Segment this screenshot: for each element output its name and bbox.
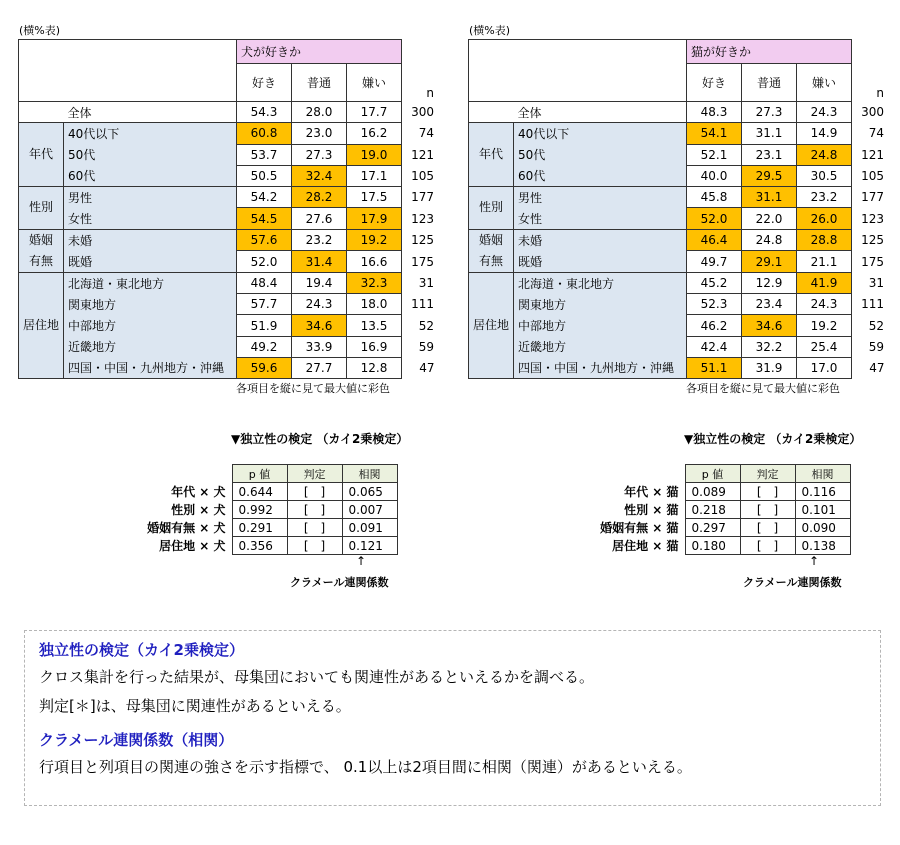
cat-crosstab <box>468 39 887 379</box>
test-column-header: 判定 <box>740 465 795 483</box>
p-value: 0.089 <box>685 483 740 501</box>
n-cell: 59 <box>418 339 435 354</box>
value-cell: 30.5 <box>797 165 852 186</box>
value-cell: 57.6 <box>237 229 292 251</box>
value-cell: 45.2 <box>687 272 742 293</box>
value-cell: 28.2 <box>292 187 347 208</box>
value-cell: 32.2 <box>742 336 797 357</box>
value-cell: 17.5 <box>347 187 402 208</box>
cramers-v: 0.101 <box>795 501 850 519</box>
column-header: 嫌い <box>797 64 852 102</box>
p-value: 0.992 <box>232 501 287 519</box>
test-row-label: 居住地 × 猫 <box>612 539 679 553</box>
group-label: 居住地 <box>469 272 514 378</box>
row-label: 40代以下 <box>64 123 237 144</box>
value-cell: 28.8 <box>797 229 852 251</box>
value-cell: 12.9 <box>742 272 797 293</box>
unit-label: (横%表) <box>469 24 511 37</box>
judgement: [ ] <box>740 519 795 537</box>
n-cell: 59 <box>868 339 885 354</box>
cat-crosstab-block <box>468 22 888 396</box>
group-label: 婚姻 有無 <box>469 229 514 272</box>
test-row-label: 婚姻有無 × 犬 <box>147 521 226 535</box>
value-cell: 23.2 <box>797 187 852 208</box>
blank <box>100 465 232 483</box>
n-cell: 105 <box>411 169 435 184</box>
value-cell: 31.1 <box>742 187 797 208</box>
test-column-header: 相関 <box>795 465 850 483</box>
value-cell: 34.6 <box>292 315 347 336</box>
p-value: 0.291 <box>232 519 287 537</box>
value-cell: 18.0 <box>347 294 402 315</box>
row-label: 40代以下 <box>514 123 687 144</box>
value-cell: 50.5 <box>237 165 292 186</box>
value-cell: 29.5 <box>742 165 797 186</box>
column-header: 普通 <box>742 64 797 102</box>
group-label: 性別 <box>19 187 64 230</box>
n-cell: 111 <box>411 297 435 312</box>
value-cell: 17.9 <box>347 208 402 229</box>
blank <box>402 40 437 64</box>
row-label: 北海道・東北地方 <box>514 272 687 293</box>
value-cell: 46.2 <box>687 315 742 336</box>
p-value: 0.180 <box>685 537 740 555</box>
row-label: 北海道・東北地方 <box>64 272 237 293</box>
cat-test-table <box>553 464 851 555</box>
n-cell: 177 <box>861 190 885 205</box>
arrow-up-icon: ↑ <box>356 554 367 568</box>
test-row-label: 年代 × 猫 <box>624 485 679 499</box>
value-cell: 23.1 <box>742 144 797 165</box>
value-cell: 54.1 <box>687 123 742 144</box>
test-column-header: p 値 <box>232 465 287 483</box>
value-cell: 54.5 <box>237 208 292 229</box>
blank <box>469 102 514 123</box>
judgement: [ ] <box>287 483 342 501</box>
blank <box>852 40 887 64</box>
cat-chi-square-test <box>553 430 862 589</box>
row-label: 近畿地方 <box>64 336 237 357</box>
n-header: n <box>876 85 885 100</box>
n-cell: 52 <box>868 318 885 333</box>
value-cell: 23.0 <box>292 123 347 144</box>
row-label: 60代 <box>64 165 237 186</box>
value-cell: 27.7 <box>292 357 347 378</box>
value-cell: 16.2 <box>347 123 402 144</box>
value-cell: 24.3 <box>292 294 347 315</box>
n-cell: 125 <box>861 233 885 248</box>
value-cell: 60.8 <box>237 123 292 144</box>
n-cell: 31 <box>868 275 885 290</box>
judgement: [ ] <box>740 501 795 519</box>
value-cell: 52.0 <box>237 251 292 273</box>
n-cell: 111 <box>861 297 885 312</box>
row-label-total: 全体 <box>517 105 542 120</box>
value-cell: 49.7 <box>687 251 742 273</box>
header-blank <box>469 40 687 102</box>
question-header: 犬が好きか <box>237 40 402 64</box>
dog-chi-square-test <box>100 430 409 589</box>
question-header: 猫が好きか <box>687 40 852 64</box>
value-cell: 26.0 <box>797 208 852 229</box>
group-label: 居住地 <box>19 272 64 378</box>
chi-square-desc: クロス集計を行った結果が、母集団においても関連性があるといえるかを調べる。 <box>39 668 595 686</box>
n-cell: 123 <box>861 211 885 226</box>
value-cell: 19.2 <box>797 315 852 336</box>
value-cell: 23.2 <box>292 229 347 251</box>
test-column-header: p 値 <box>685 465 740 483</box>
cramers-v-label: クラメール連関係数 <box>290 576 389 589</box>
value-cell: 31.1 <box>742 123 797 144</box>
group-label: 婚姻 有無 <box>19 229 64 272</box>
group-label: 年代 <box>19 123 64 187</box>
judgement: [ ] <box>287 519 342 537</box>
row-label: 女性 <box>64 208 237 229</box>
judgement: [ ] <box>740 537 795 555</box>
dog-test-table <box>100 464 398 555</box>
blank <box>553 465 685 483</box>
cramers-v-label: クラメール連関係数 <box>743 576 842 589</box>
p-value: 0.644 <box>232 483 287 501</box>
value-cell: 52.1 <box>687 144 742 165</box>
value-cell: 54.2 <box>237 187 292 208</box>
value-cell: 48.3 <box>687 102 742 123</box>
n-cell: 177 <box>411 190 435 205</box>
n-cell: 300 <box>861 105 885 120</box>
n-cell: 121 <box>411 147 435 162</box>
value-cell: 31.4 <box>292 251 347 273</box>
cramers-v-desc: 行項目と列項目の関連の強さを示す指標で、 0.1以上は2項目間に相関（関連）があるといえる。 <box>39 758 692 776</box>
test-column-header: 判定 <box>287 465 342 483</box>
n-cell: 121 <box>861 147 885 162</box>
cramers-v: 0.090 <box>795 519 850 537</box>
row-label: 女性 <box>514 208 687 229</box>
value-cell: 25.4 <box>797 336 852 357</box>
row-label: 四国・中国・九州地方・沖縄 <box>514 357 687 378</box>
value-cell: 27.3 <box>292 144 347 165</box>
header-blank <box>19 40 237 102</box>
column-header: 好き <box>687 64 742 102</box>
row-label: 近畿地方 <box>514 336 687 357</box>
dog-crosstab-block <box>18 22 438 396</box>
value-cell: 51.9 <box>237 315 292 336</box>
value-cell: 32.4 <box>292 165 347 186</box>
test-row-label: 年代 × 犬 <box>171 485 226 499</box>
column-header: 好き <box>237 64 292 102</box>
value-cell: 16.6 <box>347 251 402 273</box>
value-cell: 17.0 <box>797 357 852 378</box>
value-cell: 52.0 <box>687 208 742 229</box>
judgement: [ ] <box>287 501 342 519</box>
value-cell: 54.3 <box>237 102 292 123</box>
row-label: 60代 <box>514 165 687 186</box>
p-value: 0.356 <box>232 537 287 555</box>
value-cell: 19.4 <box>292 272 347 293</box>
dog-crosstab <box>18 39 437 379</box>
value-cell: 24.8 <box>797 144 852 165</box>
row-label: 男性 <box>514 187 687 208</box>
row-label: 四国・中国・九州地方・沖縄 <box>64 357 237 378</box>
n-cell: 175 <box>861 254 885 269</box>
blank <box>19 102 64 123</box>
n-cell: 74 <box>418 126 435 141</box>
row-label: 男性 <box>64 187 237 208</box>
cramers-v: 0.138 <box>795 537 850 555</box>
value-cell: 24.3 <box>797 102 852 123</box>
highlight-note: 各項目を縦に見て最大値に彩色 <box>686 382 840 396</box>
n-cell: 47 <box>419 361 435 376</box>
row-label: 関東地方 <box>64 294 237 315</box>
n-cell: 300 <box>411 105 435 120</box>
value-cell: 34.6 <box>742 315 797 336</box>
n-cell: 47 <box>869 361 885 376</box>
highlight-note: 各項目を縦に見て最大値に彩色 <box>236 382 390 396</box>
row-label: 50代 <box>514 144 687 165</box>
value-cell: 28.0 <box>292 102 347 123</box>
n-cell: 123 <box>411 211 435 226</box>
test-row-label: 性別 × 犬 <box>171 503 226 517</box>
cramers-v: 0.065 <box>342 483 397 501</box>
value-cell: 24.3 <box>797 294 852 315</box>
test-title: ▼独立性の検定 （カイ2乗検定） <box>231 432 409 446</box>
row-label: 未婚 <box>64 229 237 251</box>
value-cell: 41.9 <box>797 272 852 293</box>
value-cell: 22.0 <box>742 208 797 229</box>
row-label: 既婚 <box>64 251 237 273</box>
group-label: 性別 <box>469 187 514 230</box>
n-header: n <box>426 85 435 100</box>
n-cell: 125 <box>411 233 435 248</box>
n-cell: 31 <box>418 275 435 290</box>
value-cell: 31.9 <box>742 357 797 378</box>
row-label: 50代 <box>64 144 237 165</box>
n-cell: 105 <box>861 169 885 184</box>
value-cell: 27.6 <box>292 208 347 229</box>
value-cell: 33.9 <box>292 336 347 357</box>
judgement: [ ] <box>287 537 342 555</box>
p-value: 0.218 <box>685 501 740 519</box>
value-cell: 57.7 <box>237 294 292 315</box>
test-row-label: 居住地 × 犬 <box>159 539 226 553</box>
value-cell: 48.4 <box>237 272 292 293</box>
value-cell: 17.1 <box>347 165 402 186</box>
row-label: 関東地方 <box>514 294 687 315</box>
value-cell: 45.8 <box>687 187 742 208</box>
column-header: 普通 <box>292 64 347 102</box>
value-cell: 53.7 <box>237 144 292 165</box>
value-cell: 24.8 <box>742 229 797 251</box>
row-label: 既婚 <box>514 251 687 273</box>
cramers-v-heading: クラメール連関係数（相関） <box>39 731 234 749</box>
value-cell: 19.2 <box>347 229 402 251</box>
value-cell: 29.1 <box>742 251 797 273</box>
cramers-v: 0.121 <box>342 537 397 555</box>
arrow-up-icon: ↑ <box>809 554 820 568</box>
cramers-v: 0.091 <box>342 519 397 537</box>
value-cell: 46.4 <box>687 229 742 251</box>
judgement: [ ] <box>740 483 795 501</box>
group-label: 年代 <box>469 123 514 187</box>
value-cell: 27.3 <box>742 102 797 123</box>
value-cell: 42.4 <box>687 336 742 357</box>
value-cell: 21.1 <box>797 251 852 273</box>
test-column-header: 相関 <box>342 465 397 483</box>
value-cell: 32.3 <box>347 272 402 293</box>
unit-label: (横%表) <box>19 24 61 37</box>
value-cell: 40.0 <box>687 165 742 186</box>
value-cell: 14.9 <box>797 123 852 144</box>
value-cell: 13.5 <box>347 315 402 336</box>
row-label: 中部地方 <box>64 315 237 336</box>
value-cell: 12.8 <box>347 357 402 378</box>
row-label: 中部地方 <box>514 315 687 336</box>
cramers-v: 0.116 <box>795 483 850 501</box>
value-cell: 51.1 <box>687 357 742 378</box>
value-cell: 17.7 <box>347 102 402 123</box>
explanation-box <box>24 630 881 806</box>
judgement-desc: 判定[＊]は、母集団に関連性があるといえる。 <box>39 697 351 715</box>
test-row-label: 婚姻有無 × 猫 <box>600 521 679 535</box>
test-row-label: 性別 × 猫 <box>624 503 679 517</box>
value-cell: 52.3 <box>687 294 742 315</box>
column-header: 嫌い <box>347 64 402 102</box>
value-cell: 19.0 <box>347 144 402 165</box>
test-title: ▼独立性の検定 （カイ2乗検定） <box>684 432 862 446</box>
row-label: 未婚 <box>514 229 687 251</box>
value-cell: 59.6 <box>237 357 292 378</box>
row-label-total: 全体 <box>67 105 92 120</box>
p-value: 0.297 <box>685 519 740 537</box>
chi-square-heading: 独立性の検定（カイ2乗検定） <box>39 641 244 659</box>
value-cell: 23.4 <box>742 294 797 315</box>
n-cell: 175 <box>411 254 435 269</box>
value-cell: 49.2 <box>237 336 292 357</box>
n-cell: 52 <box>418 318 435 333</box>
value-cell: 16.9 <box>347 336 402 357</box>
cramers-v: 0.007 <box>342 501 397 519</box>
n-cell: 74 <box>868 126 885 141</box>
